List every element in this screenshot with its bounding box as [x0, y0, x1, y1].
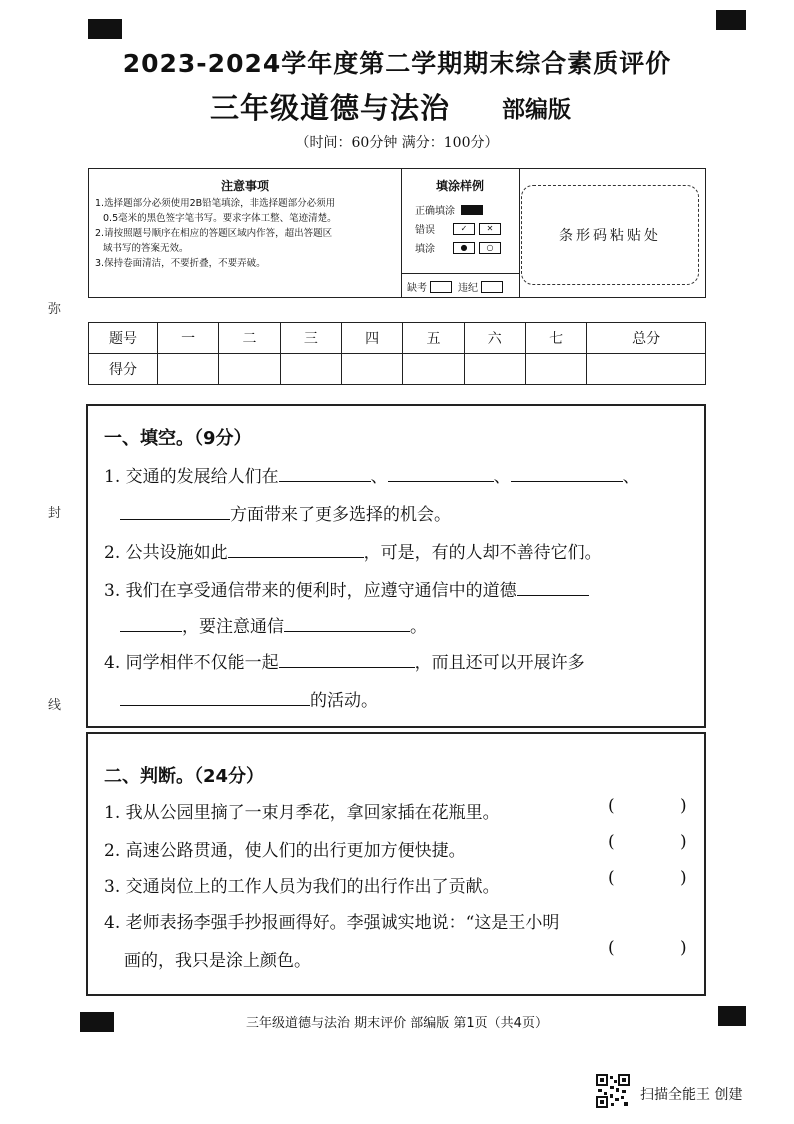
scanner-watermark: 扫描全能王 创建	[640, 1087, 743, 1103]
question-4-line-1: 4. 同学相伴不仅能一起 ，而且还可以开展许多	[104, 653, 585, 673]
notice-items	[89, 194, 401, 271]
paren-open: (	[608, 868, 615, 888]
question-3-line-2: ，要注意通信 。	[104, 612, 427, 637]
score-input-cell[interactable]	[525, 354, 586, 385]
answer-blank[interactable]	[228, 543, 364, 558]
violation-label: 违纪	[458, 283, 478, 294]
score-cell: 题号	[89, 323, 158, 354]
section2-title: 二、判断。（24分）	[104, 766, 265, 787]
score-value-row	[89, 354, 706, 385]
score-input-cell[interactable]	[464, 354, 525, 385]
notice-item: 2.请按照题号顺序在相应的答题区域内作答，超出答题区	[95, 228, 333, 239]
wrong-label-2: 填涂	[415, 244, 435, 255]
score-input-cell[interactable]	[280, 354, 341, 385]
sample-title: 填涂样例	[435, 179, 484, 193]
score-input-cell[interactable]	[219, 354, 280, 385]
score-table	[88, 322, 706, 385]
wrong-label-1: 错误	[415, 225, 435, 236]
paren-open: (	[608, 796, 615, 816]
check-box-icon: ✓	[453, 223, 475, 235]
score-cell: 五	[403, 323, 464, 354]
question-1-line-1: 1. 交通的发展给人们在 、 、 、	[104, 467, 640, 487]
score-cell: 四	[341, 323, 402, 354]
edition-label: 部编版	[502, 97, 571, 123]
circle-box-icon: ○	[479, 242, 501, 254]
notice-item: 0.5毫米的黑色签字笔书写。要求字体工整、笔迹清楚。	[103, 213, 337, 224]
qr-code-icon	[596, 1074, 630, 1108]
notice-box	[88, 168, 706, 298]
judge-item-3: 3. 交通岗位上的工作人员为我们的出行作出了贡献。	[104, 877, 500, 897]
registration-mark-top-right	[716, 10, 746, 30]
violation-box[interactable]	[481, 281, 503, 293]
absent-violation-row	[401, 273, 519, 299]
dot-box-icon: ●	[453, 242, 475, 254]
cross-box-icon: ✕	[479, 223, 501, 235]
score-cell: 六	[464, 323, 525, 354]
paren-close: )	[680, 938, 687, 958]
answer-blank[interactable]	[279, 653, 415, 668]
score-cell: 一	[158, 323, 219, 354]
answer-blank[interactable]	[279, 467, 371, 482]
paren-open: (	[608, 832, 615, 852]
answer-blank[interactable]	[284, 617, 410, 632]
score-header-row	[89, 323, 706, 354]
score-cell: 三	[280, 323, 341, 354]
absent-box[interactable]	[430, 281, 452, 293]
answer-blank[interactable]	[120, 505, 230, 520]
score-cell: 得分	[89, 354, 158, 385]
section1-title: 一、填空。（9分）	[104, 428, 252, 449]
score-cell: 二	[219, 323, 280, 354]
time-info: （时间：60分钟 满分：100分）	[295, 135, 499, 151]
question-1-line-2: 方面带来了更多选择的机会。	[104, 500, 451, 525]
judge-item-1: 1. 我从公园里摘了一束月季花，拿回家插在花瓶里。	[104, 803, 500, 823]
answer-blank[interactable]	[511, 467, 623, 482]
question-3-line-1: 3. 我们在享受通信带来的便利时，应遵守通信中的道德	[104, 576, 589, 601]
sample-wrong-row-1	[415, 221, 519, 236]
answer-blank[interactable]	[388, 467, 494, 482]
notice-column	[89, 169, 402, 297]
notice-title: 注意事项	[220, 179, 269, 193]
score-input-cell[interactable]	[587, 354, 706, 385]
paren-close: )	[680, 868, 687, 888]
barcode-area: 条形码粘贴处	[521, 185, 699, 285]
notice-item: 3.保持卷面清洁，不要折叠，不要弄破。	[95, 258, 266, 269]
score-cell: 总分	[587, 323, 706, 354]
question-4-line-2: 的活动。	[104, 686, 378, 711]
score-input-cell[interactable]	[158, 354, 219, 385]
sample-correct-row	[415, 202, 519, 217]
side-char-2: 封	[48, 506, 62, 521]
score-cell: 七	[525, 323, 586, 354]
section-true-false	[86, 732, 706, 996]
sample-wrong-row-2	[415, 240, 519, 255]
section-fill-in	[86, 404, 706, 728]
absent-label: 缺考	[407, 283, 427, 294]
score-input-cell[interactable]	[403, 354, 464, 385]
paren-open: (	[608, 938, 615, 958]
notice-item: 域书写的答案无效。	[103, 243, 189, 254]
sample-column	[401, 169, 520, 297]
registration-mark-top-left	[88, 19, 122, 39]
answer-blank[interactable]	[517, 581, 589, 596]
judge-item-4-line-2: 画的，我只是涂上颜色。	[124, 951, 311, 971]
paren-close: )	[680, 832, 687, 852]
notice-item: 1.选择题部分必须使用2B铅笔填涂，非选择题部分必须用	[95, 198, 336, 209]
paren-close: )	[680, 796, 687, 816]
correct-label: 正确填涂	[415, 206, 455, 217]
answer-blank[interactable]	[120, 617, 182, 632]
subject-title: 三年级道德与法治	[210, 91, 451, 125]
page-footer: 三年级道德与法治 期末评价 部编版 第1页（共4页）	[246, 1016, 548, 1031]
judge-item-2: 2. 高速公路贯通，使人们的出行更加方便快捷。	[104, 841, 466, 861]
answer-blank[interactable]	[120, 691, 310, 706]
judge-item-4-line-1: 4. 老师表扬李强手抄报画得好。李强诚实地说：“这是王小明	[104, 913, 560, 933]
exam-title: 2023-2024学年度第二学期期末综合素质评价	[122, 49, 672, 78]
side-char-1: 弥	[48, 302, 62, 317]
score-input-cell[interactable]	[341, 354, 402, 385]
question-2: 2. 公共设施如此 ，可是，有的人却不善待它们。	[104, 543, 602, 563]
filled-box-icon	[461, 205, 483, 215]
side-char-3: 线	[48, 698, 62, 713]
